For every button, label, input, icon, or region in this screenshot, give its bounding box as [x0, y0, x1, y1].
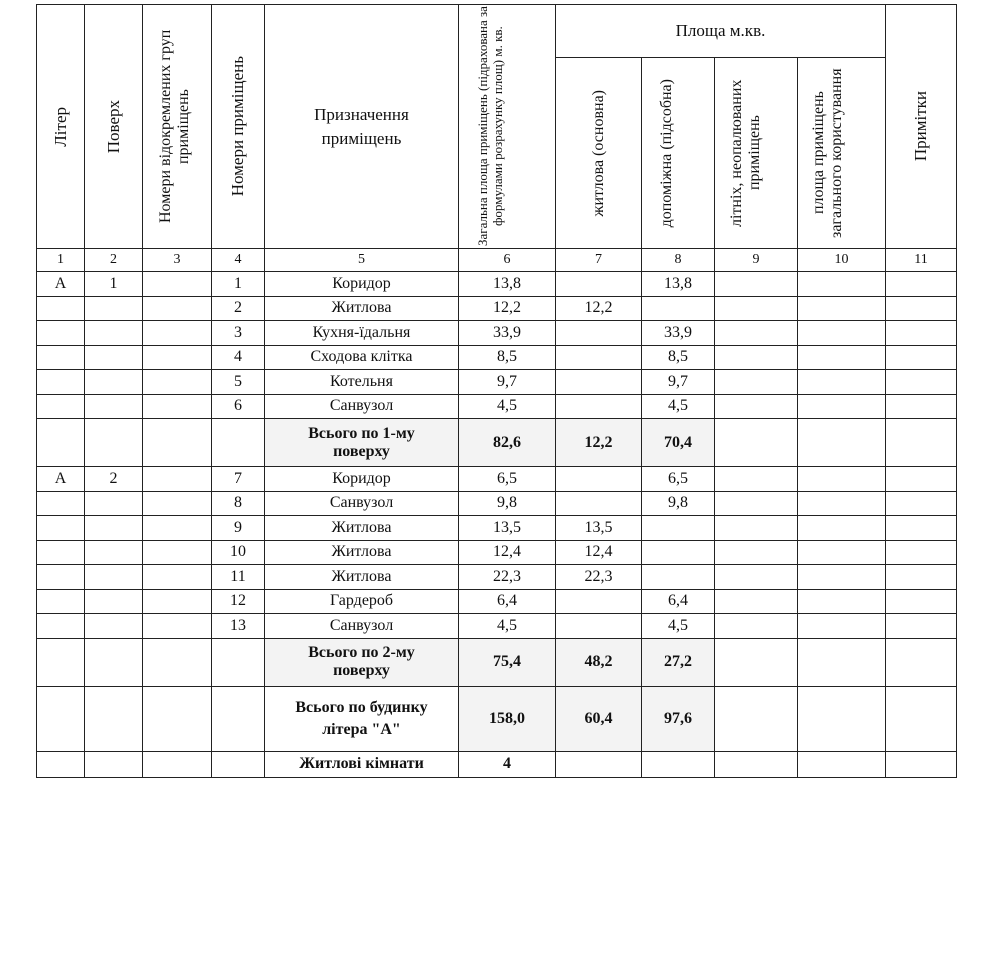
common-area-cell: [798, 491, 886, 516]
subtotal-label: Всього по 1-му поверху: [265, 419, 459, 467]
notes-cell: [886, 370, 957, 395]
empty-cell: [143, 419, 212, 467]
living-rooms-row: [37, 751, 957, 777]
room-number-cell: 10: [212, 540, 265, 565]
total-area-cell: 4,5: [459, 614, 556, 639]
total-area-cell: 33,9: [459, 321, 556, 346]
empty-cell: [886, 686, 957, 751]
floor-cell: [85, 321, 143, 346]
floor-cell: [85, 565, 143, 590]
col-number: 6: [459, 249, 556, 272]
empty-cell: [556, 751, 642, 777]
living-area-cell: [556, 321, 642, 346]
header-common: площа приміщень загального користування: [798, 58, 886, 249]
common-area-cell: [798, 345, 886, 370]
subtotal-total: 82,6: [459, 419, 556, 467]
room-number-cell: 8: [212, 491, 265, 516]
notes-cell: [886, 467, 957, 492]
summer-area-cell: [715, 614, 798, 639]
common-area-cell: [798, 321, 886, 346]
common-area-cell: [798, 614, 886, 639]
common-area-cell: [798, 272, 886, 297]
aux-area-cell: [642, 540, 715, 565]
total-area-cell: 12,4: [459, 540, 556, 565]
living-area-cell: [556, 467, 642, 492]
room-number-cell: 7: [212, 467, 265, 492]
room-number-cell: 1: [212, 272, 265, 297]
subtotal-living: 12,2: [556, 419, 642, 467]
living-area-cell: [556, 614, 642, 639]
empty-cell: [886, 638, 957, 686]
living-area-cell: [556, 370, 642, 395]
room-number-cell: 2: [212, 296, 265, 321]
col-number: 9: [715, 249, 798, 272]
header-floor: Поверх: [85, 5, 143, 249]
col-number: 7: [556, 249, 642, 272]
subtotal-label: Всього по 2-му поверху: [265, 638, 459, 686]
header-living: житлова (основна): [556, 58, 642, 249]
header-summer: літніх, неопалюваних приміщень: [715, 58, 798, 249]
common-area-cell: [798, 467, 886, 492]
purpose-cell: Житлова: [265, 540, 459, 565]
living-area-cell: 12,4: [556, 540, 642, 565]
notes-cell: [886, 491, 957, 516]
summer-area-cell: [715, 394, 798, 419]
total-area-cell: 22,3: [459, 565, 556, 590]
summer-area-cell: [715, 565, 798, 590]
notes-cell: [886, 345, 957, 370]
aux-area-cell: 6,5: [642, 467, 715, 492]
aux-area-cell: [642, 296, 715, 321]
floor-cell: [85, 345, 143, 370]
aux-area-cell: 4,5: [642, 614, 715, 639]
empty-cell: [37, 419, 85, 467]
liter-cell: [37, 370, 85, 395]
liter-cell: [37, 614, 85, 639]
total-area-cell: 8,5: [459, 345, 556, 370]
common-area-cell: [798, 540, 886, 565]
subtotal-living: 48,2: [556, 638, 642, 686]
header-auxiliary: допоміжна (підсобна): [642, 58, 715, 249]
total-area-cell: 9,8: [459, 491, 556, 516]
liter-cell: [37, 516, 85, 541]
liter-cell: [37, 296, 85, 321]
notes-cell: [886, 540, 957, 565]
total-area-cell: 13,8: [459, 272, 556, 297]
notes-cell: [886, 565, 957, 590]
room-number-cell: 3: [212, 321, 265, 346]
room-number-cell: 5: [212, 370, 265, 395]
total-aux: 97,6: [642, 686, 715, 751]
empty-cell: [798, 638, 886, 686]
room-number-cell: 12: [212, 589, 265, 614]
empty-cell: [715, 686, 798, 751]
living-rooms-count: 4: [459, 751, 556, 777]
total-living: 60,4: [556, 686, 642, 751]
common-area-cell: [798, 516, 886, 541]
group-cell: [143, 272, 212, 297]
subtotal-row-floor-2: [37, 638, 957, 686]
room-number-cell: 6: [212, 394, 265, 419]
floor-cell: 2: [85, 467, 143, 492]
common-area-cell: [798, 589, 886, 614]
subtotal-aux: 70,4: [642, 419, 715, 467]
empty-cell: [798, 419, 886, 467]
total-area-cell: 13,5: [459, 516, 556, 541]
empty-cell: [37, 751, 85, 777]
col-number: 8: [642, 249, 715, 272]
liter-cell: [37, 589, 85, 614]
aux-area-cell: 9,8: [642, 491, 715, 516]
col-number: 3: [143, 249, 212, 272]
table-row: [37, 321, 957, 346]
table-row: [37, 614, 957, 639]
empty-cell: [715, 419, 798, 467]
table-row: [37, 589, 957, 614]
group-cell: [143, 345, 212, 370]
liter-cell: [37, 491, 85, 516]
empty-cell: [37, 638, 85, 686]
floor-cell: [85, 296, 143, 321]
column-number-row: [37, 249, 957, 272]
subtotal-row-floor-1: [37, 419, 957, 467]
living-area-cell: [556, 394, 642, 419]
aux-area-cell: 4,5: [642, 394, 715, 419]
empty-cell: [798, 686, 886, 751]
total-label: Всього по будинку літера "А": [265, 686, 459, 751]
total-area-cell: 6,5: [459, 467, 556, 492]
aux-area-cell: 13,8: [642, 272, 715, 297]
floor-cell: [85, 589, 143, 614]
group-cell: [143, 467, 212, 492]
empty-cell: [37, 686, 85, 751]
empty-cell: [85, 751, 143, 777]
subtotal-aux: 27,2: [642, 638, 715, 686]
room-number-cell: 11: [212, 565, 265, 590]
common-area-cell: [798, 296, 886, 321]
liter-cell: А: [37, 272, 85, 297]
table-row: [37, 491, 957, 516]
purpose-cell: Житлова: [265, 565, 459, 590]
common-area-cell: [798, 394, 886, 419]
col-number: 10: [798, 249, 886, 272]
aux-area-cell: 6,4: [642, 589, 715, 614]
aux-area-cell: 33,9: [642, 321, 715, 346]
col-number: 1: [37, 249, 85, 272]
summer-area-cell: [715, 345, 798, 370]
empty-cell: [212, 419, 265, 467]
liter-cell: А: [37, 467, 85, 492]
total-area-cell: 6,4: [459, 589, 556, 614]
empty-cell: [715, 638, 798, 686]
liter-cell: [37, 540, 85, 565]
header-total-area: Загальна площа приміщень (підрахована за формулами розрахунку площ) м. кв.: [459, 5, 556, 249]
summer-area-cell: [715, 467, 798, 492]
empty-cell: [85, 638, 143, 686]
liter-cell: [37, 321, 85, 346]
empty-cell: [85, 419, 143, 467]
notes-cell: [886, 614, 957, 639]
group-cell: [143, 565, 212, 590]
floor-cell: [85, 614, 143, 639]
group-cell: [143, 540, 212, 565]
living-area-cell: [556, 491, 642, 516]
liter-cell: [37, 345, 85, 370]
room-number-cell: 9: [212, 516, 265, 541]
summer-area-cell: [715, 491, 798, 516]
living-area-cell: [556, 272, 642, 297]
floor-cell: 1: [85, 272, 143, 297]
header-liter: Літер: [37, 5, 85, 249]
group-cell: [143, 296, 212, 321]
table-row: [37, 516, 957, 541]
liter-cell: [37, 565, 85, 590]
empty-cell: [798, 751, 886, 777]
col-number: 4: [212, 249, 265, 272]
group-cell: [143, 516, 212, 541]
notes-cell: [886, 516, 957, 541]
col-number: 5: [265, 249, 459, 272]
empty-cell: [143, 638, 212, 686]
empty-cell: [212, 686, 265, 751]
summer-area-cell: [715, 321, 798, 346]
aux-area-cell: [642, 516, 715, 541]
header-notes: Примітки: [886, 5, 957, 249]
group-cell: [143, 589, 212, 614]
room-number-cell: 4: [212, 345, 265, 370]
room-number-cell: 13: [212, 614, 265, 639]
summer-area-cell: [715, 296, 798, 321]
summer-area-cell: [715, 516, 798, 541]
summer-area-cell: [715, 540, 798, 565]
total-area-cell: 4,5: [459, 394, 556, 419]
table-row: [37, 467, 957, 492]
purpose-cell: Житлова: [265, 296, 459, 321]
table-row: [37, 272, 957, 297]
floor-cell: [85, 491, 143, 516]
purpose-cell: Санвузол: [265, 614, 459, 639]
empty-cell: [212, 751, 265, 777]
group-cell: [143, 321, 212, 346]
floor-cell: [85, 516, 143, 541]
purpose-cell: Санвузол: [265, 394, 459, 419]
total-row-building: [37, 686, 957, 751]
subtotal-total: 75,4: [459, 638, 556, 686]
empty-cell: [642, 751, 715, 777]
table-row: [37, 345, 957, 370]
purpose-cell: Коридор: [265, 467, 459, 492]
header-room-numbers: Номери приміщень: [212, 5, 265, 249]
living-area-cell: [556, 589, 642, 614]
notes-cell: [886, 296, 957, 321]
liter-cell: [37, 394, 85, 419]
group-cell: [143, 394, 212, 419]
empty-cell: [886, 751, 957, 777]
purpose-cell: Гардероб: [265, 589, 459, 614]
purpose-cell: Сходова клітка: [265, 345, 459, 370]
aux-area-cell: [642, 565, 715, 590]
header-purpose: Призначення приміщень: [265, 5, 459, 249]
floor-area-table: [36, 4, 957, 778]
group-cell: [143, 614, 212, 639]
floor-cell: [85, 394, 143, 419]
empty-cell: [212, 638, 265, 686]
group-cell: [143, 491, 212, 516]
empty-cell: [143, 751, 212, 777]
table-row: [37, 565, 957, 590]
common-area-cell: [798, 565, 886, 590]
empty-cell: [886, 419, 957, 467]
empty-cell: [85, 686, 143, 751]
summer-area-cell: [715, 272, 798, 297]
purpose-cell: Коридор: [265, 272, 459, 297]
header-area-group: Площа м.кв.: [556, 5, 886, 58]
col-number: 2: [85, 249, 143, 272]
floor-cell: [85, 370, 143, 395]
empty-cell: [715, 751, 798, 777]
empty-cell: [143, 686, 212, 751]
notes-cell: [886, 589, 957, 614]
col-number: 11: [886, 249, 957, 272]
purpose-cell: Санвузол: [265, 491, 459, 516]
purpose-cell: Житлова: [265, 516, 459, 541]
living-rooms-label: Житлові кімнати: [265, 751, 459, 777]
purpose-cell: Котельня: [265, 370, 459, 395]
summer-area-cell: [715, 589, 798, 614]
notes-cell: [886, 394, 957, 419]
aux-area-cell: 9,7: [642, 370, 715, 395]
total-area-cell: 12,2: [459, 296, 556, 321]
living-area-cell: 22,3: [556, 565, 642, 590]
group-cell: [143, 370, 212, 395]
total-area-cell: 9,7: [459, 370, 556, 395]
purpose-cell: Кухня-їдальня: [265, 321, 459, 346]
header-group-numbers: Номери відокремлених груп приміщень: [143, 5, 212, 249]
table-row: [37, 296, 957, 321]
living-area-cell: [556, 345, 642, 370]
living-area-cell: 13,5: [556, 516, 642, 541]
notes-cell: [886, 272, 957, 297]
table-row: [37, 370, 957, 395]
table-row: [37, 540, 957, 565]
living-area-cell: 12,2: [556, 296, 642, 321]
floor-cell: [85, 540, 143, 565]
table-row: [37, 394, 957, 419]
total-total: 158,0: [459, 686, 556, 751]
common-area-cell: [798, 370, 886, 395]
aux-area-cell: 8,5: [642, 345, 715, 370]
notes-cell: [886, 321, 957, 346]
summer-area-cell: [715, 370, 798, 395]
